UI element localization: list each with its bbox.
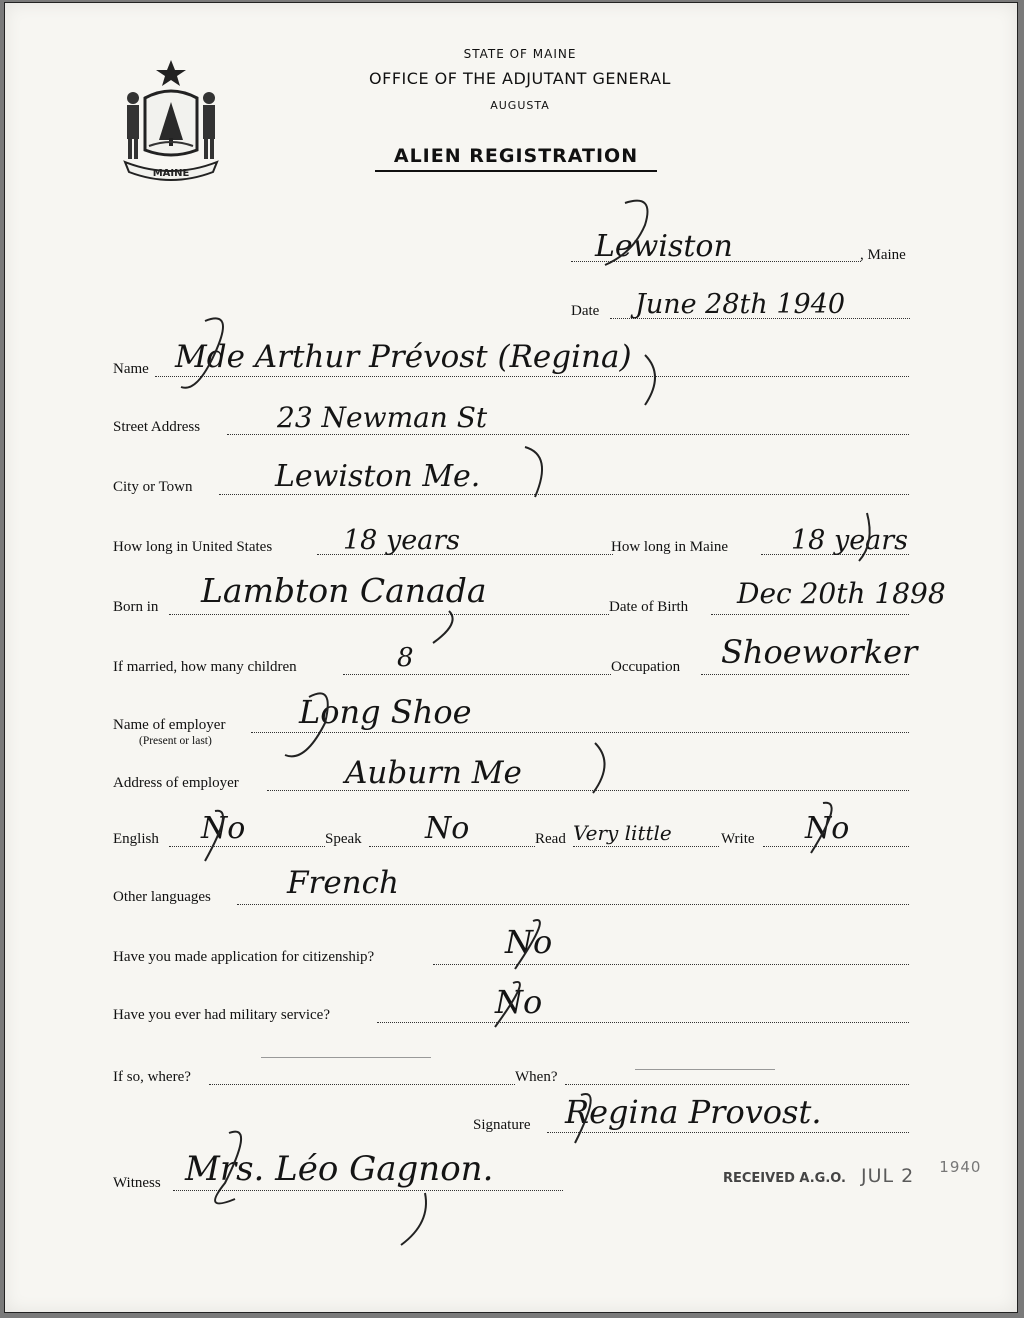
- maine-state-seal-icon: [115, 58, 227, 188]
- place-suffix: , Maine: [860, 247, 906, 263]
- employer-line: [251, 732, 909, 733]
- born-line: [169, 614, 609, 615]
- write-line: [763, 846, 909, 847]
- office-heading: OFFICE OF THE ADJUTANT GENERAL: [369, 69, 671, 88]
- born-value: Lambton Canada: [201, 571, 487, 610]
- city-line: [219, 494, 909, 495]
- where-label: If so, where?: [113, 1069, 191, 1085]
- english-value: No: [201, 811, 246, 846]
- witness-label: Witness: [113, 1175, 161, 1191]
- when-stray-mark: [635, 1069, 775, 1070]
- where-line: [209, 1084, 515, 1085]
- dob-line: [711, 614, 909, 615]
- other-languages-value: French: [287, 865, 399, 901]
- city-heading: AUGUSTA: [490, 99, 550, 112]
- seal-text: MAINE: [152, 168, 190, 179]
- write-value: No: [805, 811, 850, 846]
- street-line: [227, 434, 909, 435]
- place-value: Lewiston: [595, 229, 733, 264]
- how-long-maine-value: 18 years: [791, 525, 909, 556]
- occupation-label: Occupation: [611, 659, 681, 675]
- read-label: Read: [535, 831, 566, 847]
- employer-address-value: Auburn Me: [345, 755, 522, 791]
- received-stamp-date: JUL 2: [861, 1165, 915, 1187]
- how-long-us-value: 18 years: [343, 525, 461, 556]
- employer-sublabel: (Present or last): [139, 735, 212, 747]
- dob-label: Date of Birth: [609, 599, 689, 615]
- children-value: 8: [397, 643, 414, 673]
- children-line: [343, 674, 611, 675]
- employer-value: Long Shoe: [299, 693, 472, 731]
- other-languages-line: [237, 904, 909, 905]
- how-long-us-label: How long in United States: [113, 539, 273, 555]
- occupation-value: Shoeworker: [721, 633, 918, 671]
- read-value: Very little: [573, 821, 672, 845]
- citizenship-value: No: [505, 923, 553, 961]
- other-languages-label: Other languages: [113, 889, 211, 905]
- when-line: [565, 1084, 909, 1085]
- born-label: Born in: [113, 599, 159, 615]
- employer-address-label: Address of employer: [113, 775, 239, 791]
- dob-value: Dec 20th 1898: [737, 577, 946, 610]
- read-line: [573, 846, 719, 847]
- date-label: Date: [571, 303, 600, 319]
- english-label: English: [113, 831, 159, 847]
- speak-label: Speak: [325, 831, 362, 847]
- signature-label: Signature: [473, 1117, 531, 1133]
- street-label: Street Address: [113, 419, 201, 435]
- speak-value: No: [425, 811, 470, 846]
- occupation-line: [701, 674, 909, 675]
- signature-line: [547, 1132, 909, 1133]
- write-label: Write: [721, 831, 755, 847]
- english-line: [169, 846, 325, 847]
- signature-value: Regina Provost.: [565, 1093, 822, 1131]
- military-value: No: [495, 983, 543, 1021]
- received-stamp: [723, 1158, 982, 1187]
- received-stamp-year: 1940: [939, 1158, 982, 1176]
- registration-form: [4, 2, 1018, 1313]
- military-label: Have you ever had military service?: [113, 1007, 330, 1023]
- witness-value: Mrs. Léo Gagnon.: [185, 1149, 494, 1189]
- how-long-maine-label: How long in Maine: [611, 539, 729, 555]
- speak-line: [369, 846, 535, 847]
- when-label: When?: [515, 1069, 558, 1085]
- city-label: City or Town: [113, 479, 193, 495]
- citizenship-label: Have you made application for citizenship?: [113, 949, 375, 965]
- witness-line: [173, 1190, 563, 1191]
- employer-label: Name of employer: [113, 717, 226, 733]
- name-label: Name: [113, 361, 149, 377]
- name-value: Mde Arthur Prévost (Regina): [175, 339, 632, 375]
- received-stamp-text: RECEIVED A.G.O.: [723, 1171, 846, 1186]
- form-title: ALIEN REGISTRATION: [375, 145, 657, 172]
- children-label: If married, how many children: [113, 659, 297, 675]
- city-value: Lewiston Me.: [275, 459, 481, 494]
- name-line: [155, 376, 909, 377]
- military-line: [377, 1022, 909, 1023]
- date-value: June 28th 1940: [635, 289, 846, 320]
- street-value: 23 Newman St: [277, 401, 488, 434]
- where-stray-mark: [261, 1057, 431, 1058]
- state-heading: STATE OF MAINE: [463, 47, 577, 61]
- citizenship-line: [433, 964, 909, 965]
